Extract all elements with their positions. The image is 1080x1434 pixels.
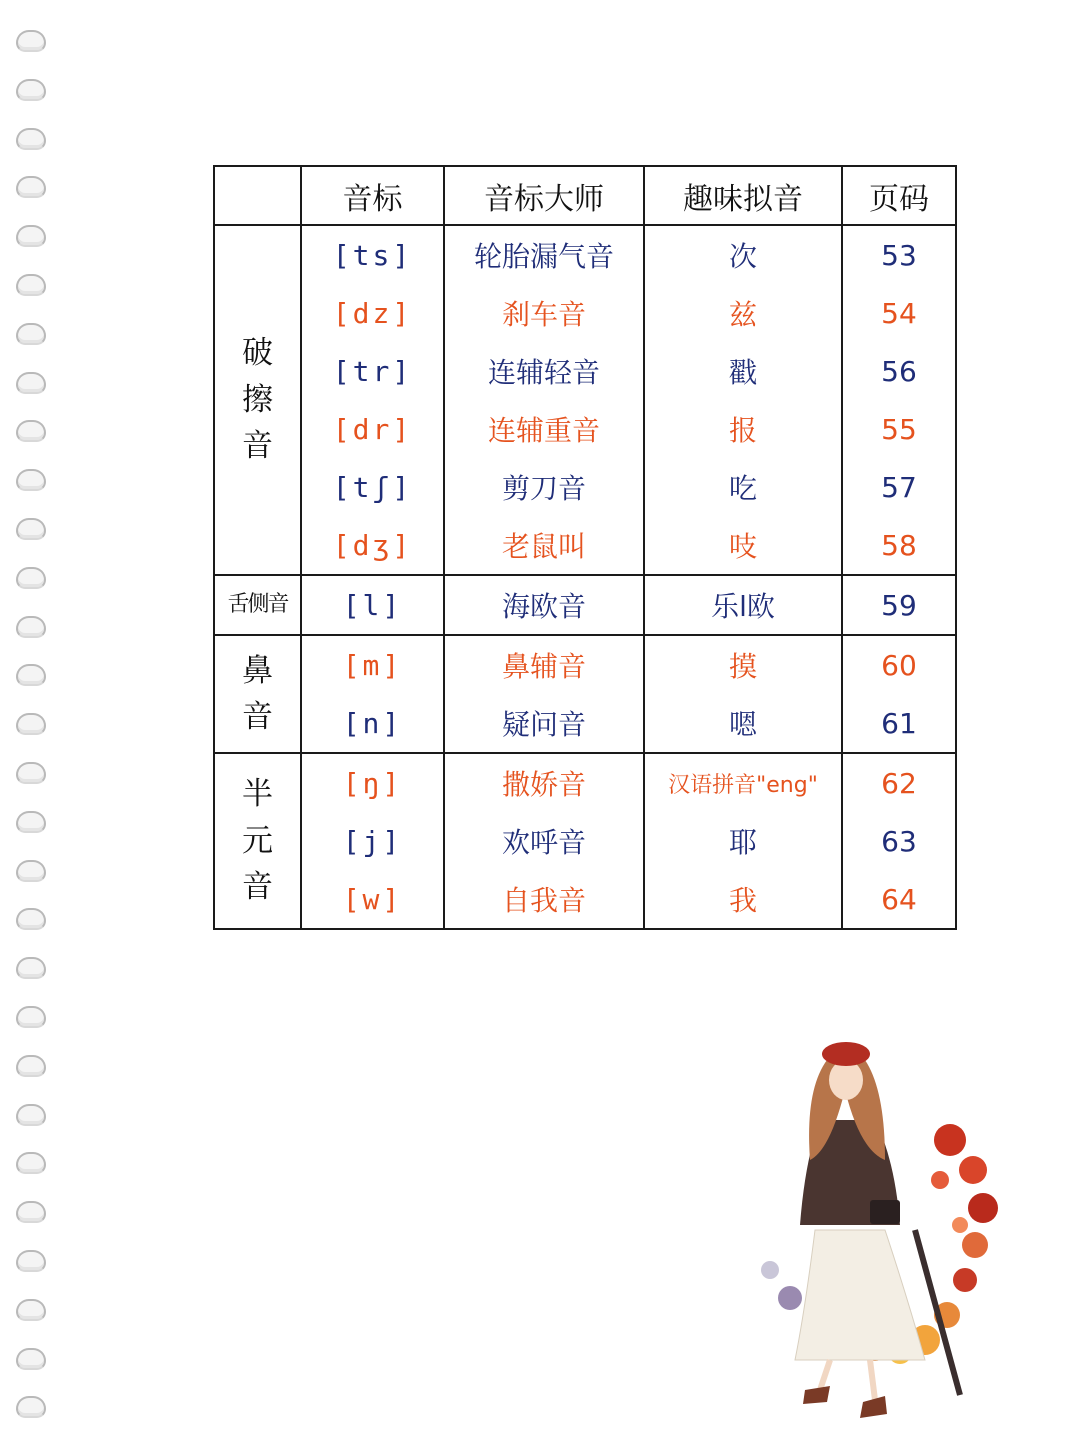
mimic-cell: 我 — [644, 870, 842, 929]
page-cell: 54 — [842, 284, 956, 342]
ipa-cell: [dʒ] — [301, 516, 444, 575]
notebook-ring-icon — [16, 420, 46, 442]
mimic-cell: 报 — [644, 400, 842, 458]
notebook-ring-icon — [16, 1006, 46, 1028]
master-cell: 连辅重音 — [444, 400, 644, 458]
notebook-ring-icon — [16, 469, 46, 491]
group-label-char: 音 — [242, 869, 273, 906]
notebook-ring-icon — [16, 323, 46, 345]
page-cell: 59 — [842, 575, 956, 635]
notebook-ring-icon — [16, 518, 46, 540]
header-cell-page: 页码 — [842, 166, 956, 225]
table-row — [214, 575, 956, 635]
master-cell: 轮胎漏气音 — [444, 225, 644, 284]
group-label-char: 鼻 — [242, 652, 273, 689]
notebook-ring-icon — [16, 79, 46, 101]
ipa-cell: [tr] — [301, 342, 444, 400]
mimic-cell: 汉语拼音"eng" — [644, 753, 842, 812]
master-cell: 疑问音 — [444, 694, 644, 753]
mimic-cell: 耶 — [644, 812, 842, 870]
ipa-cell: [ŋ] — [301, 753, 444, 812]
master-cell: 老鼠叫 — [444, 516, 644, 575]
notebook-ring-icon — [16, 860, 46, 882]
table-row — [214, 342, 956, 400]
page-cell: 62 — [842, 753, 956, 812]
notebook-ring-icon — [16, 1348, 46, 1370]
notebook-ring-icon — [16, 1250, 46, 1272]
page-cell: 53 — [842, 225, 956, 284]
notebook-ring-icon — [16, 664, 46, 686]
page-cell: 56 — [842, 342, 956, 400]
phonetics-table — [213, 165, 957, 930]
page-cell: 57 — [842, 458, 956, 516]
master-cell: 海欧音 — [444, 575, 644, 635]
header-cell-master: 音标大师 — [444, 166, 644, 225]
group-label-char: 半 — [242, 776, 273, 813]
master-cell: 刹车音 — [444, 284, 644, 342]
header-cell-empty — [214, 166, 301, 225]
table-row — [214, 812, 956, 870]
group-label-cell — [214, 635, 301, 753]
notebook-ring-icon — [16, 1396, 46, 1418]
mimic-cell: 次 — [644, 225, 842, 284]
ipa-cell: [ts] — [301, 225, 444, 284]
notebook-binding — [10, 30, 50, 1420]
page-cell: 64 — [842, 870, 956, 929]
mimic-cell: 乐l欧 — [644, 575, 842, 635]
notebook-ring-icon — [16, 567, 46, 589]
page-cell: 61 — [842, 694, 956, 753]
group-label-cell — [214, 225, 301, 575]
table-row — [214, 870, 956, 929]
page-cell: 60 — [842, 635, 956, 694]
table-header-row — [214, 166, 956, 225]
header-cell-ipa: 音标 — [301, 166, 444, 225]
table-row — [214, 516, 956, 575]
table-row — [214, 694, 956, 753]
notebook-ring-icon — [16, 176, 46, 198]
notebook-ring-icon — [16, 1152, 46, 1174]
master-cell: 连辅轻音 — [444, 342, 644, 400]
ipa-cell: [tʃ] — [301, 458, 444, 516]
notebook-ring-icon — [16, 1299, 46, 1321]
table-row — [214, 400, 956, 458]
ipa-cell: [m] — [301, 635, 444, 694]
mimic-cell: 嗯 — [644, 694, 842, 753]
group-label-char: 音 — [242, 699, 273, 735]
master-cell: 自我音 — [444, 870, 644, 929]
table-row — [214, 458, 956, 516]
notebook-ring-icon — [16, 372, 46, 394]
notebook-ring-icon — [16, 274, 46, 296]
notebook-ring-icon — [16, 30, 46, 52]
ipa-cell: [l] — [301, 575, 444, 635]
notebook-ring-icon — [16, 616, 46, 638]
ipa-cell: [dr] — [301, 400, 444, 458]
table-row — [214, 635, 956, 694]
master-cell: 欢呼音 — [444, 812, 644, 870]
mimic-cell: 吃 — [644, 458, 842, 516]
notebook-ring-icon — [16, 1201, 46, 1223]
page-cell: 58 — [842, 516, 956, 575]
mimic-cell: 摸 — [644, 635, 842, 694]
notebook-ring-icon — [16, 128, 46, 150]
page-cell: 63 — [842, 812, 956, 870]
ipa-cell: [j] — [301, 812, 444, 870]
notebook-ring-icon — [16, 762, 46, 784]
master-cell: 撒娇音 — [444, 753, 644, 812]
notebook-ring-icon — [16, 908, 46, 930]
notebook-ring-icon — [16, 713, 46, 735]
group-label-char: 音 — [242, 428, 273, 465]
group-label-cell: 舌侧音 — [214, 575, 301, 635]
master-cell: 鼻辅音 — [444, 635, 644, 694]
mimic-cell: 兹 — [644, 284, 842, 342]
girl-with-flowers-illustration — [735, 1030, 1015, 1430]
table-row — [214, 284, 956, 342]
mimic-cell: 吱 — [644, 516, 842, 575]
notebook-ring-icon — [16, 225, 46, 247]
ipa-cell: [n] — [301, 694, 444, 753]
ipa-cell: [w] — [301, 870, 444, 929]
group-label-cell — [214, 753, 301, 929]
group-label-char: 擦 — [242, 381, 273, 418]
mimic-cell: 戳 — [644, 342, 842, 400]
group-label-char: 破 — [242, 335, 273, 372]
notebook-ring-icon — [16, 811, 46, 833]
header-cell-mimic: 趣味拟音 — [644, 166, 842, 225]
notebook-ring-icon — [16, 1055, 46, 1077]
page-cell: 55 — [842, 400, 956, 458]
group-label-char: 元 — [242, 822, 273, 859]
ipa-cell: [dz] — [301, 284, 444, 342]
table-row — [214, 753, 956, 812]
notebook-ring-icon — [16, 957, 46, 979]
notebook-ring-icon — [16, 1104, 46, 1126]
table-row — [214, 225, 956, 284]
master-cell: 剪刀音 — [444, 458, 644, 516]
